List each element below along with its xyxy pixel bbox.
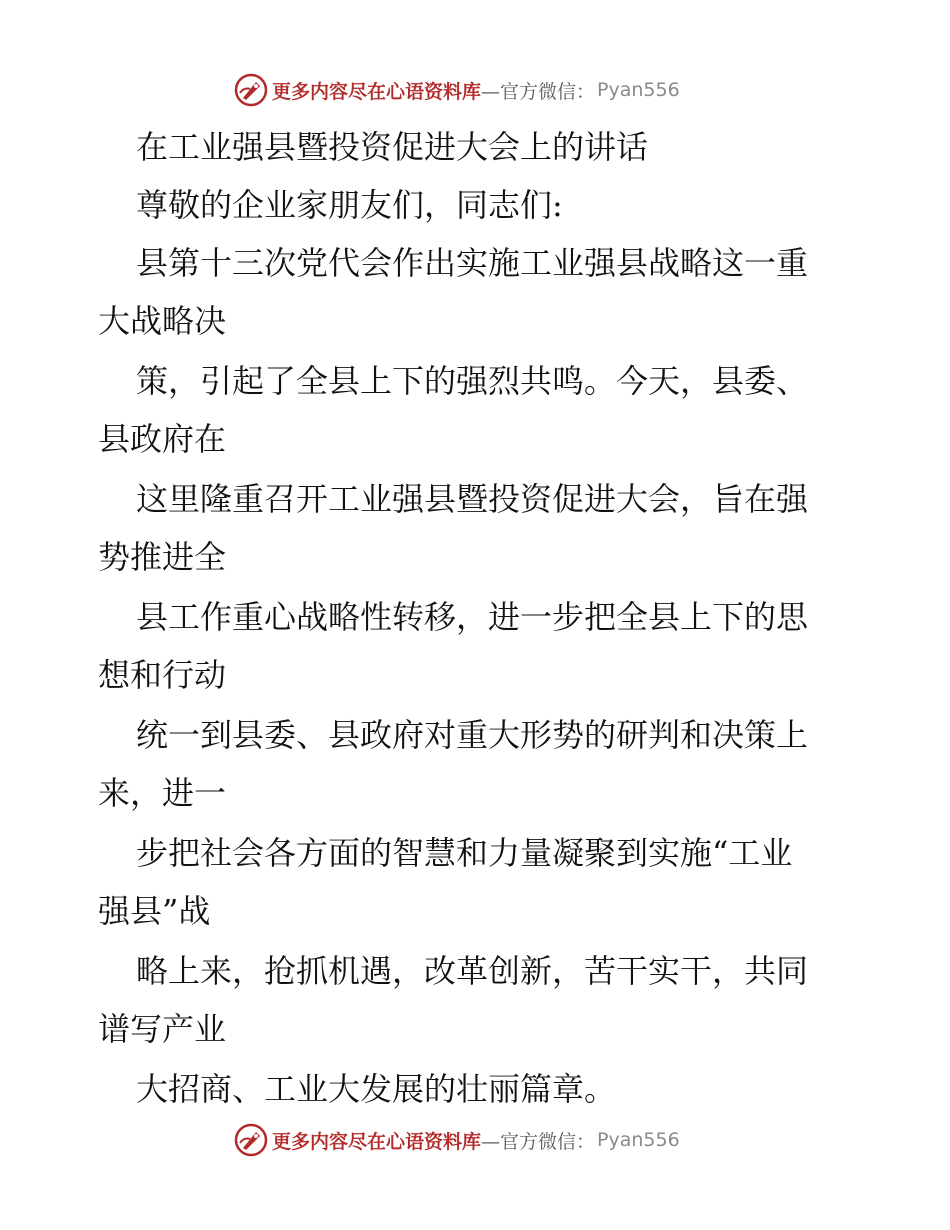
header-watermark (234, 70, 680, 110)
text-line: 来，进一 (98, 774, 227, 812)
text-line: 强县”战 (98, 892, 211, 930)
text-line: 策，引起了全县上下的强烈共鸣。今天，县委、 (136, 362, 809, 400)
text-line: 县政府在 (98, 420, 227, 458)
text-line: 县工作重心战略性转移，进一步把全县上下的思 (136, 598, 809, 636)
text-line: 大招商、工业大发展的壮丽篇章。 (136, 1070, 617, 1108)
salutation: 尊敬的企业家朋友们，同志们: (136, 186, 563, 224)
text-line: 步把社会各方面的智慧和力量凝聚到实施“工业 (136, 834, 793, 872)
text-line: 统一到县委、县政府对重大形势的研判和决策上 (136, 716, 809, 754)
text-line: 大战略决 (98, 302, 227, 340)
text-line: 谱写产业 (98, 1010, 227, 1048)
pen-nib-logo-icon (234, 1123, 268, 1157)
speech-title: 在工业强县暨投资促进大会上的讲话 (136, 128, 649, 166)
text-line: 想和行动 (98, 656, 227, 694)
watermark-tail-text: —官方微信： (481, 80, 596, 103)
text-line: 势推进全 (98, 538, 227, 576)
watermark-account: Pyan556 (597, 79, 680, 101)
text-line: 县第十三次党代会作出实施工业强县战略这一重 (136, 244, 809, 282)
watermark-account: Pyan556 (597, 1129, 680, 1151)
watermark-brand-text: 更多内容尽在心语资料库 (272, 1130, 482, 1153)
watermark-brand-text: 更多内容尽在心语资料库 (272, 80, 482, 103)
text-line: 这里隆重召开工业强县暨投资促进大会，旨在强 (136, 480, 809, 518)
pen-nib-logo-icon (234, 73, 268, 107)
footer-watermark (234, 1120, 680, 1160)
watermark-tail-text: —官方微信： (481, 1130, 596, 1153)
text-line: 略上来，抢抓机遇，改革创新，苦干实干，共同 (136, 952, 809, 990)
